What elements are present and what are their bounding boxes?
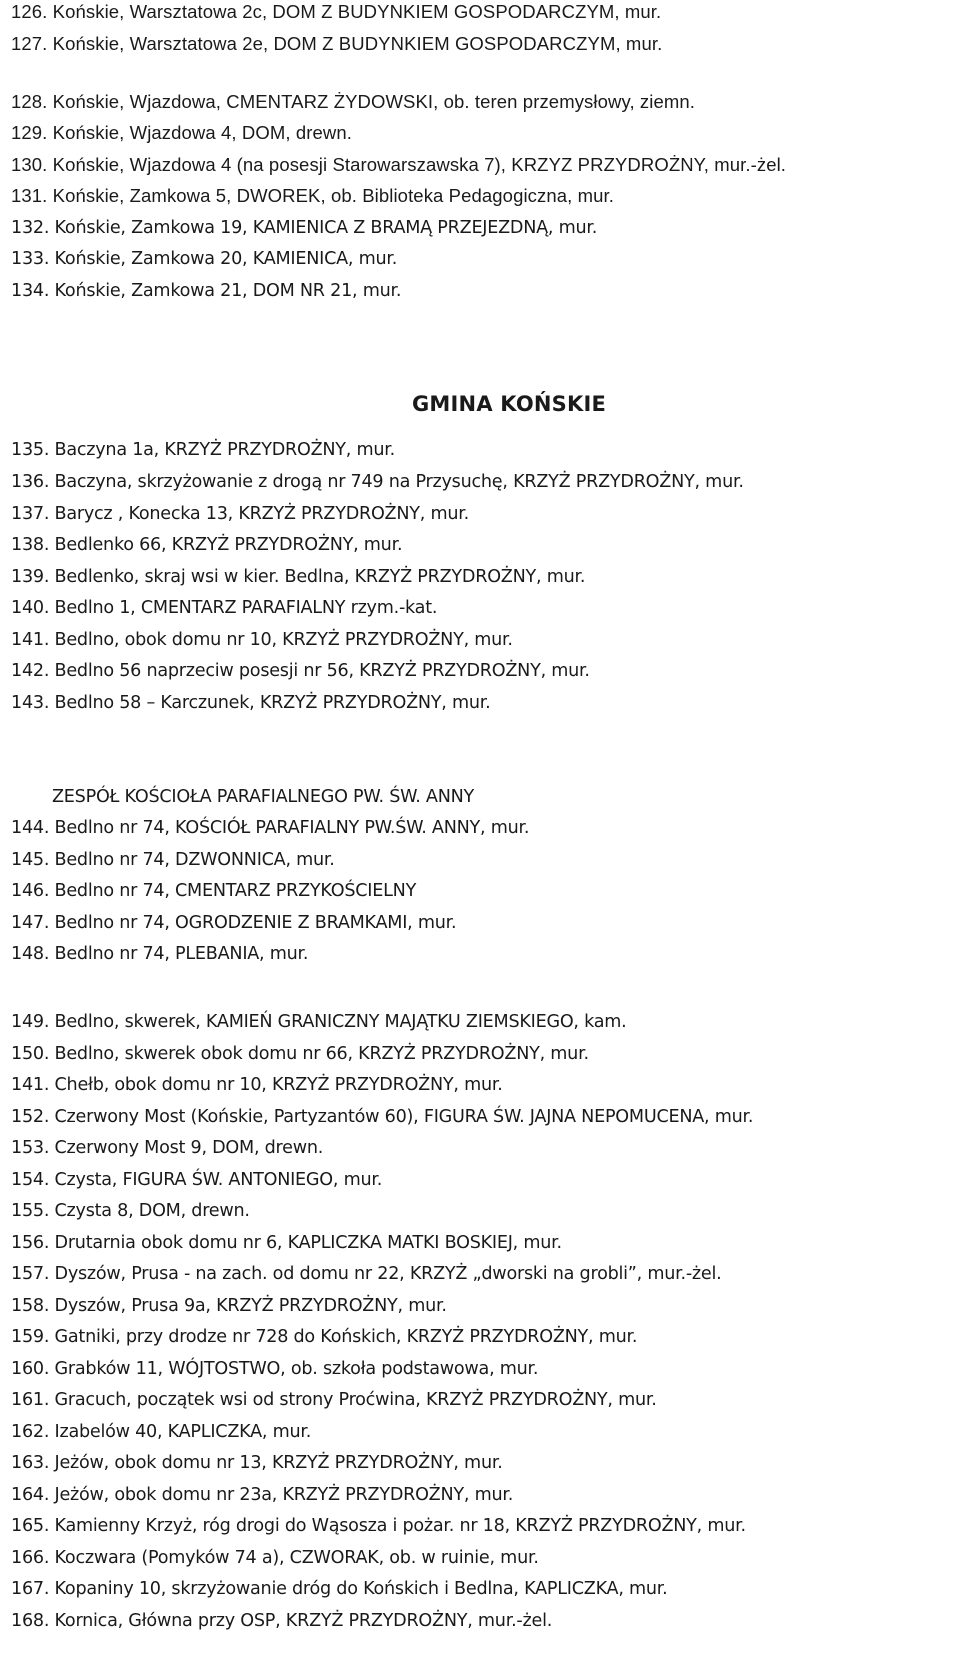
entry-143: 143. Bedlno 58 – Karczunek, KRZYŻ PRZYDROŻNY, mur. bbox=[11, 693, 491, 713]
entry-127: 127. Końskie, Warsztatowa 2e, DOM Z BUDYNKIEM GOSPODARCZYM, mur. bbox=[11, 33, 663, 54]
entry-141b: 141. Chełb, obok domu nr 10, KRZYŻ PRZYDROŻNY, mur. bbox=[11, 1075, 503, 1095]
entry-161: 161. Gracuch, początek wsi od strony Proćwina, KRZYŻ PRZYDROŻNY, mur. bbox=[11, 1390, 657, 1410]
entry-160: 160. Grabków 11, WÓJTOSTWO, ob. szkoła podstawowa, mur. bbox=[11, 1359, 539, 1379]
entry-153: 153. Czerwony Most 9, DOM, drewn. bbox=[11, 1138, 324, 1158]
entry-152: 152. Czerwony Most (Końskie, Partyzantów 60), FIGURA ŚW. JAJNA NEPOMUCENA, mur. bbox=[11, 1107, 754, 1127]
entry-145: 145. Bedlno nr 74, DZWONNICA, mur. bbox=[11, 850, 335, 870]
entry-133: 133. Końskie, Zamkowa 20, KAMIENICA, mur. bbox=[11, 249, 398, 269]
entry-164: 164. Jeżów, obok domu nr 23a, KRZYŻ PRZYDROŻNY, mur. bbox=[11, 1485, 514, 1505]
entry-134: 134. Końskie, Zamkowa 21, DOM NR 21, mur. bbox=[11, 281, 402, 301]
entry-128: 128. Końskie, Wjazdowa, CMENTARZ ŻYDOWSKI, ob. teren przemysłowy, ziemn. bbox=[11, 91, 696, 112]
entry-142: 142. Bedlno 56 naprzeciw posesji nr 56, KRZYŻ PRZYDROŻNY, mur. bbox=[11, 661, 590, 681]
entry-155: 155. Czysta 8, DOM, drewn. bbox=[11, 1201, 250, 1221]
entry-158: 158. Dyszów, Prusa 9a, KRZYŻ PRZYDROŻNY, mur. bbox=[11, 1296, 447, 1316]
entry-139: 139. Bedlenko, skraj wsi w kier. Bedlna, KRZYŻ PRZYDROŻNY, mur. bbox=[11, 567, 586, 587]
entry-131: 131. Końskie, Zamkowa 5, DWOREK, ob. Biblioteka Pedagogiczna, mur. bbox=[11, 185, 614, 206]
entry-135: 135. Baczyna 1a, KRZYŻ PRZYDROŻNY, mur. bbox=[11, 440, 395, 460]
entry-136: 136. Baczyna, skrzyżowanie z drogą nr 749 na Przysuchę, KRZYŻ PRZYDROŻNY, mur. bbox=[11, 472, 744, 492]
group-heading: ZESPÓŁ KOŚCIOŁA PARAFIALNEGO PW. ŚW. ANNY bbox=[52, 787, 475, 807]
entry-157: 157. Dyszów, Prusa - na zach. od domu nr 22, KRZYŻ „dworski na grobli”, mur.-żel. bbox=[11, 1264, 722, 1284]
entry-147: 147. Bedlno nr 74, OGRODZENIE Z BRAMKAMI, mur. bbox=[11, 913, 457, 933]
entry-150: 150. Bedlno, skwerek obok domu nr 66, KRZYŻ PRZYDROŻNY, mur. bbox=[11, 1044, 589, 1064]
entry-137: 137. Barycz , Konecka 13, KRZYŻ PRZYDROŻNY, mur. bbox=[11, 504, 469, 524]
entry-144: 144. Bedlno nr 74, KOŚCIÓŁ PARAFIALNY PW.ŚW. ANNY, mur. bbox=[11, 818, 530, 838]
section-heading: GMINA KOŃSKIE bbox=[412, 392, 606, 416]
entry-154: 154. Czysta, FIGURA ŚW. ANTONIEGO, mur. bbox=[11, 1170, 383, 1190]
entry-163: 163. Jeżów, obok domu nr 13, KRZYŻ PRZYDROŻNY, mur. bbox=[11, 1453, 503, 1473]
entry-149: 149. Bedlno, skwerek, KAMIEŃ GRANICZNY MAJĄTKU ZIEMSKIEGO, kam. bbox=[11, 1012, 627, 1032]
entry-165: 165. Kamienny Krzyż, róg drogi do Wąsosza i pożar. nr 18, KRZYŻ PRZYDROŻNY, mur. bbox=[11, 1516, 746, 1536]
entry-132: 132. Końskie, Zamkowa 19, KAMIENICA Z BRAMĄ PRZEJEZDNĄ, mur. bbox=[11, 218, 598, 238]
entry-138: 138. Bedlenko 66, KRZYŻ PRZYDROŻNY, mur. bbox=[11, 535, 403, 555]
entry-156: 156. Drutarnia obok domu nr 6, KAPLICZKA MATKI BOSKIEJ, mur. bbox=[11, 1233, 562, 1253]
entry-129: 129. Końskie, Wjazdowa 4, DOM, drewn. bbox=[11, 122, 352, 143]
entry-162: 162. Izabelów 40, KAPLICZKA, mur. bbox=[11, 1422, 312, 1442]
entry-126: 126. Końskie, Warsztatowa 2c, DOM Z BUDYNKIEM GOSPODARCZYM, mur. bbox=[11, 1, 662, 22]
entry-148: 148. Bedlno nr 74, PLEBANIA, mur. bbox=[11, 944, 309, 964]
entry-159: 159. Gatniki, przy drodze nr 728 do Końskich, KRZYŻ PRZYDROŻNY, mur. bbox=[11, 1327, 638, 1347]
entry-146: 146. Bedlno nr 74, CMENTARZ PRZYKOŚCIELNY bbox=[11, 881, 417, 901]
entry-168: 168. Kornica, Główna przy OSP, KRZYŻ PRZYDROŻNY, mur.-żel. bbox=[11, 1611, 553, 1631]
entry-141a: 141. Bedlno, obok domu nr 10, KRZYŻ PRZYDROŻNY, mur. bbox=[11, 630, 513, 650]
entry-167: 167. Kopaniny 10, skrzyżowanie dróg do Końskich i Bedlna, KAPLICZKA, mur. bbox=[11, 1579, 668, 1599]
entry-140: 140. Bedlno 1, CMENTARZ PARAFIALNY rzym.-kat. bbox=[11, 598, 438, 618]
entry-130: 130. Końskie, Wjazdowa 4 (na posesji Starowarszawska 7), KRZYZ PRZYDROŻNY, mur.-żel. bbox=[11, 154, 787, 175]
entry-166: 166. Koczwara (Pomyków 74 a), CZWORAK, ob. w ruinie, mur. bbox=[11, 1548, 539, 1568]
